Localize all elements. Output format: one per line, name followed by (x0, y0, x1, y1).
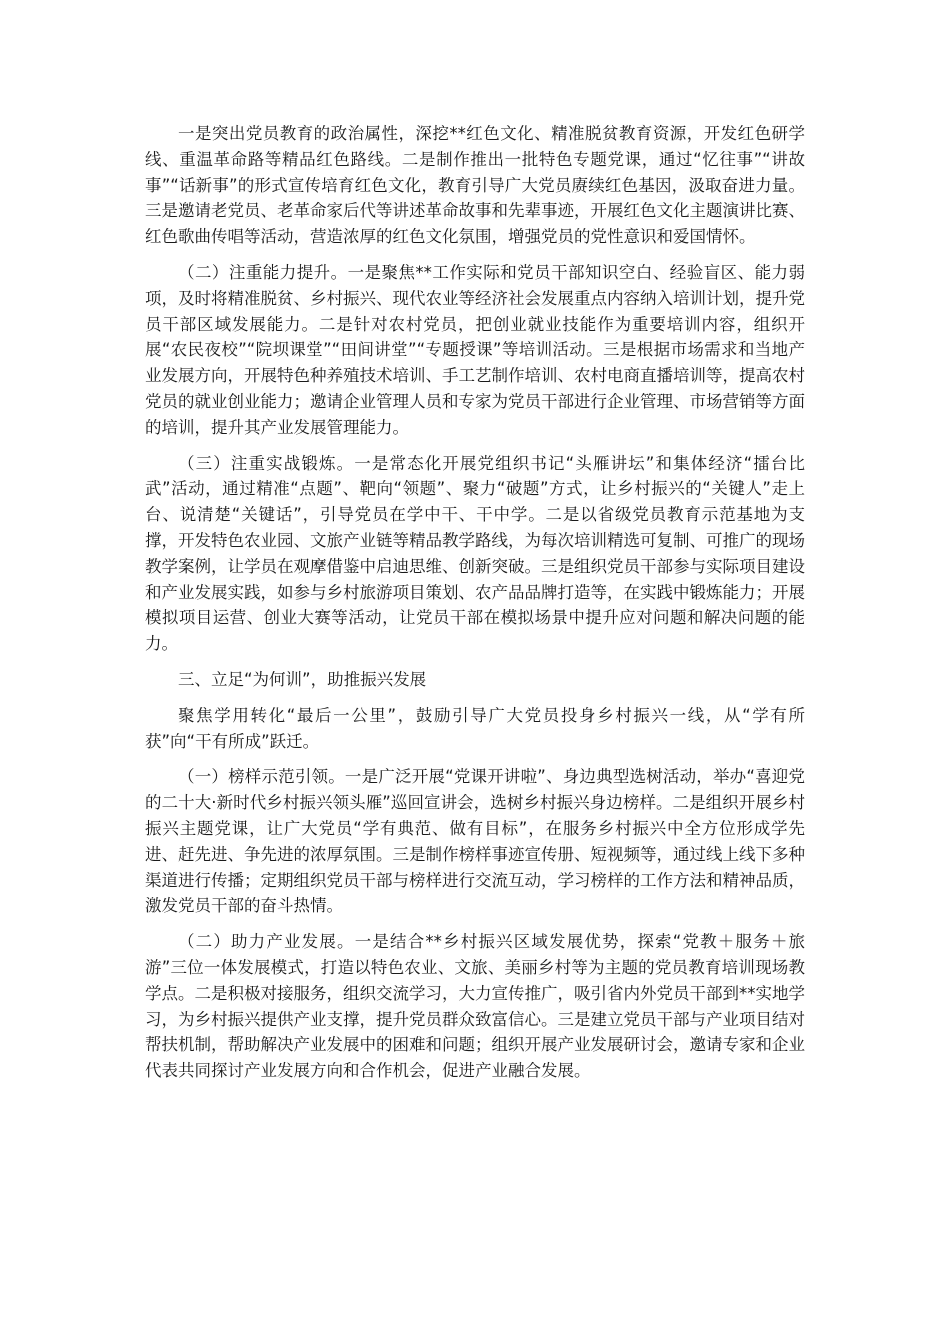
paragraph-red-culture: 一是突出党员教育的政治属性，深挖**红色文化、精准脱贫教育资源，开发红色研学线、重温革命路等精品红色路线。二是制作推出一批特色专题党课，通过“忆往事”“讲故事”“话新事”的形式宣传培育红色文化，教育引导广大党员赓续红色基因，汲取奋进力量。三是邀请老党员、老革命家后代等讲述革命故事和先辈事迹，开展红色文化主题演讲比赛、红色歌曲传唱等活动，营造浓厚的红色文化氛围，增强党员的党性意识和爱国情怀。 (145, 124, 805, 247)
paragraph-capability-improvement: （二）注重能力提升。一是聚焦**工作实际和党员干部知识空白、经验盲区、能力弱项，及时将精准脱贫、乡村振兴、现代农业等经济社会发展重点内容纳入培训计划，提升党员干部区域发展能力。二是针对农村党员，把创业就业技能作为重要培训内容，组织开展“农民夜校”“院坝课堂”“田间讲堂”“专题授课”等培训活动。三是根据市场需求和当地产业发展方向，开展特色种养殖技术培训、手工艺制作培训、农村电商直播培训等，提高农村党员的就业创业能力；邀请企业管理人员和专家为党员干部进行企业管理、市场营销等方面的培训，提升其产业发展管理能力。 (145, 262, 805, 437)
paragraph-industry-development: （二）助力产业发展。一是结合**乡村振兴区域发展优势，探索“党教＋服务＋旅游”三位一体发展模式，打造以特色农业、文旅、美丽乡村等为主题的党员教育培训现场教学点。二是积极对接服务，组织交流学习，大力宣传推广，吸引省内外党员干部到**实地学习，为乡村振兴提供产业支撑，提升党员群众致富信心。三是建立党员干部与产业项目结对帮扶机制，帮助解决产业发展中的困难和问题；组织开展产业发展研讨会，邀请专家和企业代表共同探讨产业发展方向和合作机会，促进产业融合发展。 (145, 932, 805, 1081)
document-body (145, 121, 805, 1094)
paragraph-role-model: （一）榜样示范引领。一是广泛开展“党课开讲啦”、身边典型选树活动，举办“喜迎党的二十大·新时代乡村振兴领头雁”巡回宣讲会，选树乡村振兴身边榜样。二是组织开展乡村振兴主题党课，让广大党员“学有典范、做有目标”，在服务乡村振兴中全方位形成学先进、赶先进、争先进的浓厚氛围。三是制作榜样事迹宣传册、短视频等，通过线上线下多种渠道进行传播；定期组织党员干部与榜样进行交流互动，学习榜样的工作方法和精神品质，激发党员干部的奋斗热情。 (145, 767, 805, 916)
section-heading-why-train: 三、立足“为何训”，助推振兴发展 (178, 669, 427, 689)
paragraph-section-intro: 聚焦学用转化“最后一公里”，鼓励引导广大党员投身乡村振兴一线，从“学有所获”向“干有所成”跃迁。 (145, 705, 805, 751)
paragraph-practical-training: （三）注重实战锻炼。一是常态化开展党组织书记“头雁讲坛”和集体经济“擂台比武”活动，通过精准“点题”、靶向“领题”、聚力“破题”方式，让乡村振兴的“关键人”走上台、说清楚“关键话”，引导党员在学中干、干中学。二是以省级党员教育示范基地为支撑，开发特色农业园、文旅产业链等精品教学路线，为每次培训精选可复制、可推广的现场教学案例，让学员在观摩借鉴中启迪思维、创新突破。三是组织党员干部参与实际项目建设和产业发展实践，如参与乡村旅游项目策划、农产品品牌打造等，在实践中锻炼能力；开展模拟项目运营、创业大赛等活动，让党员干部在模拟场景中提升应对问题和解决问题的能力。 (145, 453, 805, 654)
